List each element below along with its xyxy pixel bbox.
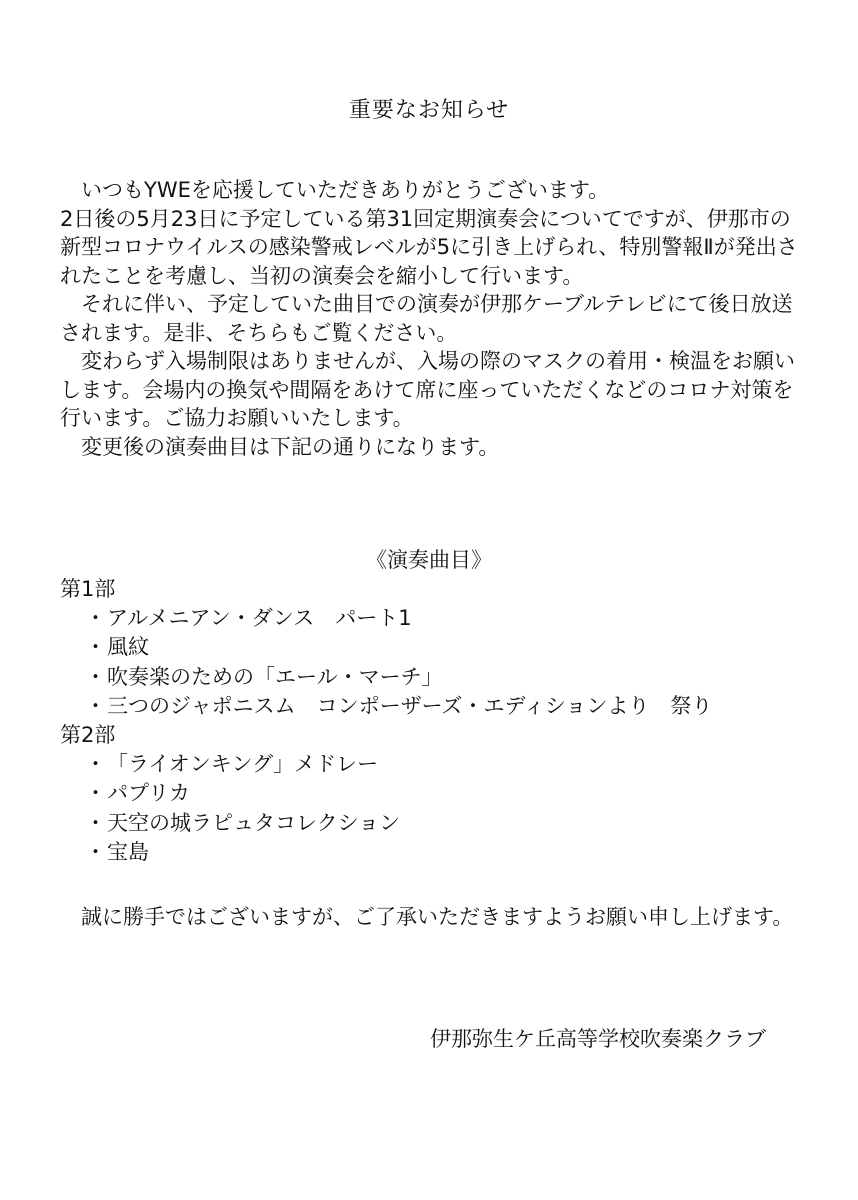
program-item-title: 風紋	[107, 635, 149, 660]
program-item	[60, 604, 820, 633]
bullet-marker: ・	[85, 752, 106, 777]
bullet-marker: ・	[85, 664, 106, 689]
part-1-label: 第1部	[60, 577, 116, 601]
bullet-marker: ・	[85, 606, 106, 631]
notice-title: 重要なお知らせ	[348, 98, 510, 123]
program-item-title: パプリカ	[107, 781, 190, 806]
program-intro-paragraph: 変更後の演奏曲目は下記の通りになります。	[81, 434, 500, 459]
program-list	[60, 575, 820, 867]
bullet-marker: ・	[85, 693, 106, 718]
program-item-title: 三つのジャポニスム コンポーザーズ・エディションより 祭り	[107, 693, 713, 718]
program-item-title: 「ライオンキング」メドレー	[107, 752, 379, 777]
bullet-marker: ・	[85, 839, 106, 864]
greeting-paragraph: いつもYWEを応援していただきありがとうございます。	[81, 178, 610, 202]
program-item	[60, 809, 820, 838]
program-item	[60, 692, 820, 721]
covid-measures-paragraph: 変わらず入場制限はありませんが、入場の際のマスクの着用・検温をお願いします。会場内の換気や間隔をあけて席に座っていただくなどのコロナ対策を行います。ご協力お願いいたします。	[60, 349, 795, 430]
part-2-label: 第2部	[60, 723, 116, 748]
program-item-title: アルメニアン・ダンス パート1	[107, 606, 412, 631]
closing-paragraph: 誠に勝手ではございますが、ご了承いただきますようお願い申し上げます。	[81, 905, 794, 929]
broadcast-paragraph: それに伴い、予定していた曲目での演奏が伊那ケーブルテレビにて後日放送されます。是非、そちらもご覧ください。	[60, 292, 793, 345]
signature: 伊那弥生ケ丘高等学校吹奏楽クラブ	[430, 1027, 766, 1051]
program-item	[60, 663, 820, 692]
concert-change-paragraph: 2日後の5月23日に予定している第31回定期演奏会についてですが、伊那市の新型コロナウイルスの感染警戒レベルが5に引き上げられ、特別警報Ⅱが発出されたことを考慮し、当初の演奏会を縮小して行います。	[60, 206, 798, 288]
bullet-marker: ・	[85, 635, 106, 660]
program-item-title: 宝島	[107, 839, 149, 864]
notice-body	[60, 176, 805, 461]
program-item	[60, 633, 820, 662]
bullet-marker: ・	[85, 810, 106, 835]
program-item	[60, 779, 820, 808]
program-item	[60, 838, 820, 867]
program-item-title: 天空の城ラピュタコレクション	[107, 810, 401, 835]
bullet-marker: ・	[85, 781, 106, 806]
program-item-title: 吹奏楽のための「エール・マーチ」	[107, 664, 443, 689]
program-item	[60, 750, 820, 779]
program-heading: 《演奏曲目》	[366, 548, 492, 572]
